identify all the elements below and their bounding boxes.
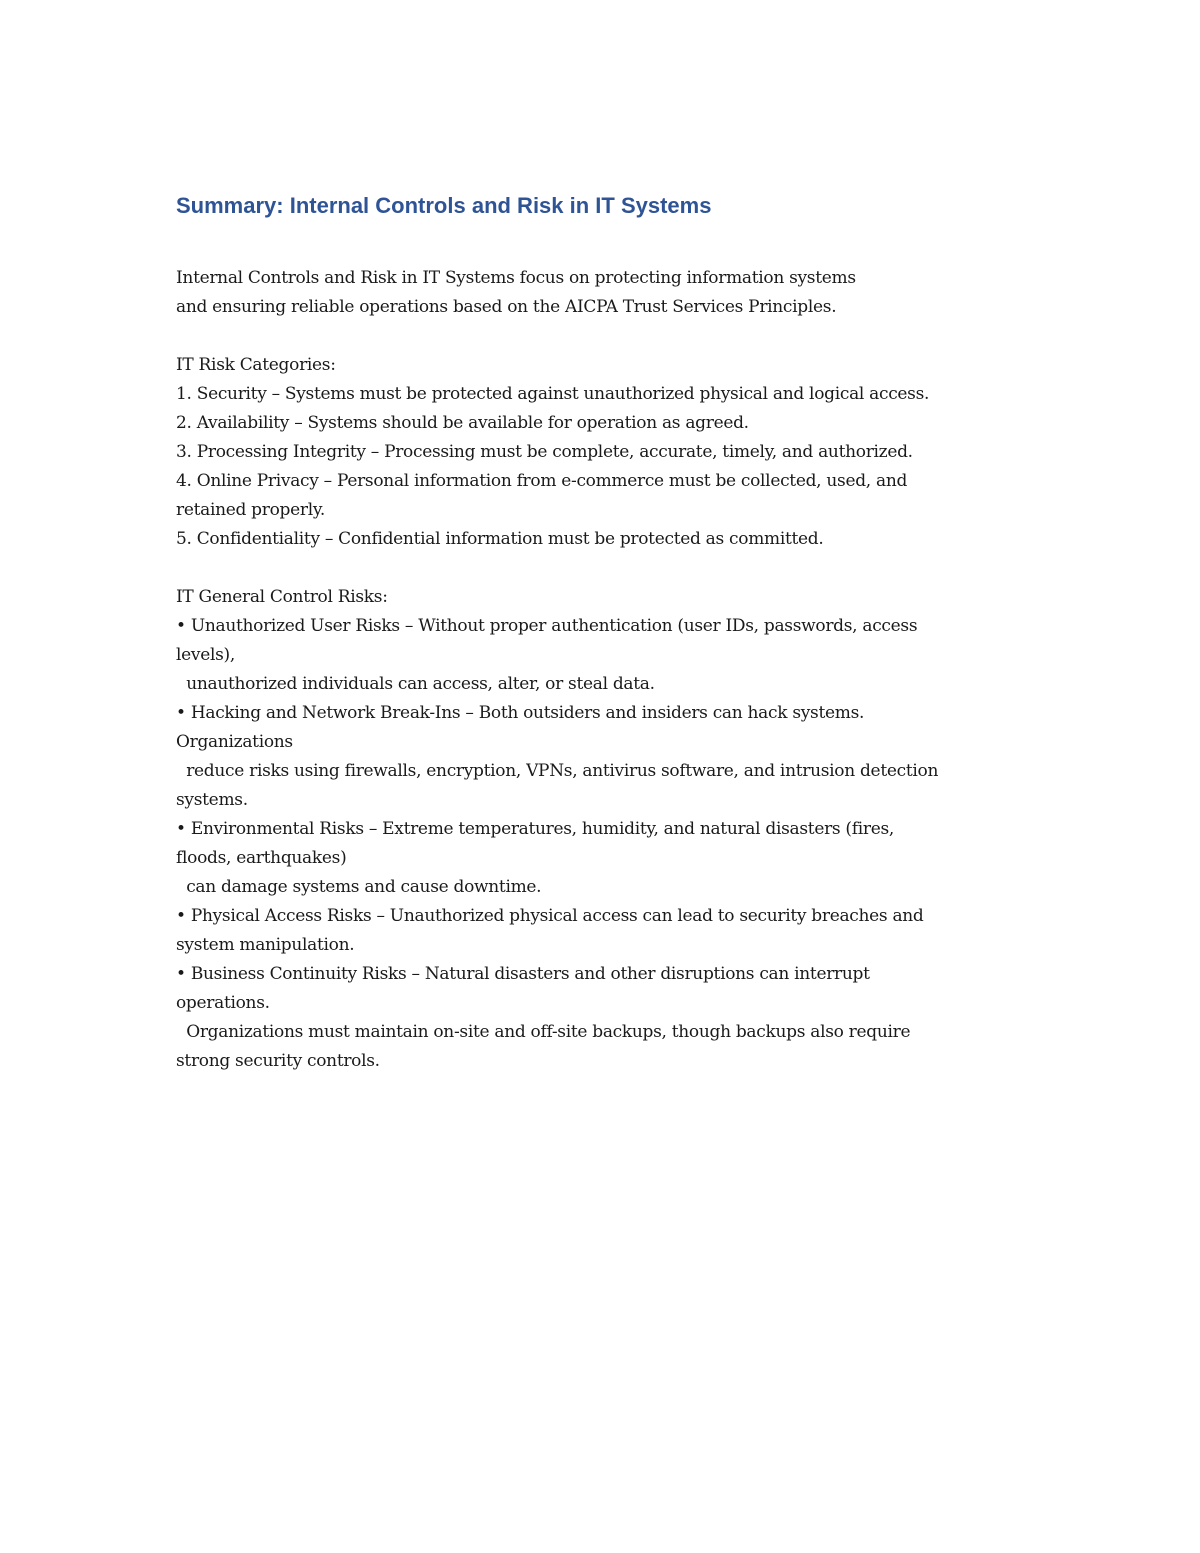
list-item: • Business Continuity Risks – Natural disasters and other disruptions can interrupt bbox=[176, 964, 870, 984]
document-content bbox=[176, 190, 1026, 1076]
list-item-continuation: Organizations bbox=[176, 732, 293, 752]
list-item: 1. Security – Systems must be protected against unauthorized physical and logical access. bbox=[176, 384, 930, 404]
list-item-continuation: reduce risks using firewalls, encryption, VPNs, antivirus software, and intrusion detection bbox=[176, 761, 939, 781]
risk-categories-section bbox=[176, 351, 1026, 554]
intro-line: and ensuring reliable operations based on the AICPA Trust Services Principles. bbox=[176, 297, 837, 317]
list-item-continuation: levels), bbox=[176, 645, 235, 665]
list-item: 5. Confidentiality – Confidential information must be protected as committed. bbox=[176, 529, 824, 549]
list-item: 3. Processing Integrity – Processing must be complete, accurate, timely, and authorized. bbox=[176, 442, 913, 462]
list-item-continuation: unauthorized individuals can access, alter, or steal data. bbox=[176, 674, 655, 694]
list-item: • Unauthorized User Risks – Without proper authentication (user IDs, passwords, access bbox=[176, 616, 918, 636]
list-item-continuation: Organizations must maintain on-site and off-site backups, though backups also require bbox=[176, 1022, 911, 1042]
list-item-continuation: operations. bbox=[176, 993, 270, 1013]
list-item-continuation: retained properly. bbox=[176, 500, 325, 520]
general-control-risks-section bbox=[176, 583, 1026, 1076]
list-item: 4. Online Privacy – Personal information from e-commerce must be collected, used, and bbox=[176, 471, 908, 491]
list-item-continuation: system manipulation. bbox=[176, 935, 355, 955]
list-item: • Hacking and Network Break-Ins – Both outsiders and insiders can hack systems. bbox=[176, 703, 865, 723]
list-item: 2. Availability – Systems should be available for operation as agreed. bbox=[176, 413, 749, 433]
intro-paragraph bbox=[176, 264, 1026, 322]
list-item-continuation: floods, earthquakes) bbox=[176, 848, 347, 868]
list-item-continuation: can damage systems and cause downtime. bbox=[176, 877, 542, 897]
list-item-continuation: systems. bbox=[176, 790, 248, 810]
intro-line: Internal Controls and Risk in IT Systems focus on protecting information systems bbox=[176, 268, 856, 288]
list-item: • Physical Access Risks – Unauthorized physical access can lead to security breaches and bbox=[176, 906, 924, 926]
list-item: • Environmental Risks – Extreme temperatures, humidity, and natural disasters (fires, bbox=[176, 819, 895, 839]
document-title: Summary: Internal Controls and Risk in IT Systems bbox=[176, 193, 712, 218]
section-heading: IT Risk Categories: bbox=[176, 355, 336, 375]
list-item-continuation: strong security controls. bbox=[176, 1051, 380, 1071]
section-heading: IT General Control Risks: bbox=[176, 587, 388, 607]
